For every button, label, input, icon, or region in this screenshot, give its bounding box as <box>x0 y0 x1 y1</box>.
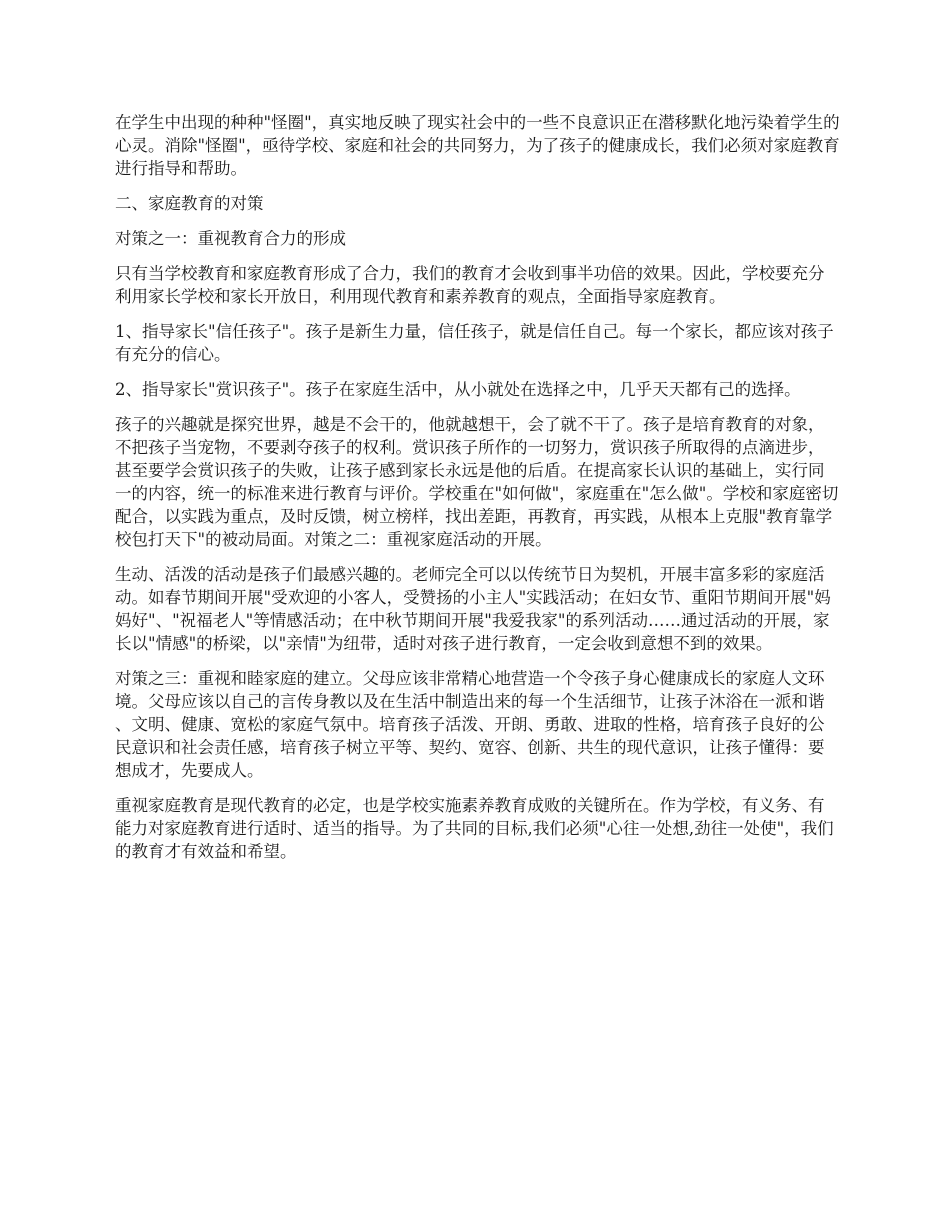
paragraph-trust-children: 1、指导家长"信任孩子"。孩子是新生力量，信任孩子，就是信任自己。每一个家长，都应该对孩子有充分的信心。 <box>115 322 834 364</box>
document-body <box>115 111 840 875</box>
strategy-one-heading: 对策之一：重视教育合力的形成 <box>115 229 346 248</box>
section-heading: 二、家庭教育的对策 <box>115 194 264 213</box>
paragraph-appreciate-children: 2、指导家长"赏识孩子"。孩子在家庭生活中，从小就处在选择之中，几乎天天都有己的选择。 <box>115 380 801 399</box>
paragraph-children-interests: 孩子的兴趣就是探究世界，越是不会干的，他就越想干，会了就不干了。孩子是培育教育的对象，不把孩子当宠物，不要剥夺孩子的权利。赏识孩子所作的一切努力，赏识孩子所取得的点滴进步，甚至要学会赏识孩子的失败，让孩子感到家长永远是他的后盾。在提高家长认识的基础上，实行同一的内容，统一的标准来进行教育与评价。学校重在"如何做"，家庭重在"怎么做"。学校和家庭密切配合，以实践为重点，及时反馈，树立榜样，找出差距，再教育，再实践，从根本上克服"教育靠学校包打天下"的被动局面。对策之二：重视家庭活动的开展。 <box>115 415 839 549</box>
paragraph-family-activities: 生动、活泼的活动是孩子们最感兴趣的。老师完全可以以传统节日为契机，开展丰富多彩的家庭活动。如春节期间开展"受欢迎的小客人，受赞扬的小主人"实践活动；在妇女节、重阳节期间开展"妈妈好"、"祝福老人"等情感活动；在中秋节期间开展"我爱我家"的系列活动……通过活动的开展，家长以"情感"的桥梁，以"亲情"为纽带，适时对孩子进行教育，一定会收到意想不到的效果。 <box>115 565 831 653</box>
paragraph-conclusion: 重视家庭教育是现代教育的必定，也是学校实施素养教育成败的关键所在。作为学校，有义务、有能力对家庭教育进行适时、适当的指导。为了共同的目标,我们必须"心往一处想,劲往一处使"，我们的教育才有效益和希望。 <box>115 796 834 861</box>
paragraph-intro: 在学生中出现的种种"怪圈"，真实地反映了现实社会中的一些不良意识正在潜移默化地污染着学生的心灵。消除"怪圈"，亟待学校、家庭和社会的共同努力，为了孩子的健康成长，我们必须对家庭教育进行指导和帮助。 <box>115 113 840 178</box>
paragraph-strategy-one: 只有当学校教育和家庭教育形成了合力，我们的教育才会收到事半功倍的效果。因此，学校要充分利用家长学校和家长开放日，利用现代教育和素养教育的观点，全面指导家庭教育。 <box>115 264 825 306</box>
paragraph-strategy-three: 对策之三：重视和睦家庭的建立。父母应该非常精心地营造一个令孩子身心健康成长的家庭人文环境。父母应该以自己的言传身教以及在生活中制造出来的每一个生活细节，让孩子沐浴在一派和谐、文明、健康、宽松的家庭气氛中。培育孩子活泼、开朗、勇敢、进取的性格，培育孩子良好的公民意识和社会责任感，培育孩子树立平等、契约、宽容、创新、共生的现代意识，让孩子懂得：要想成才，先要成人。 <box>115 669 825 780</box>
